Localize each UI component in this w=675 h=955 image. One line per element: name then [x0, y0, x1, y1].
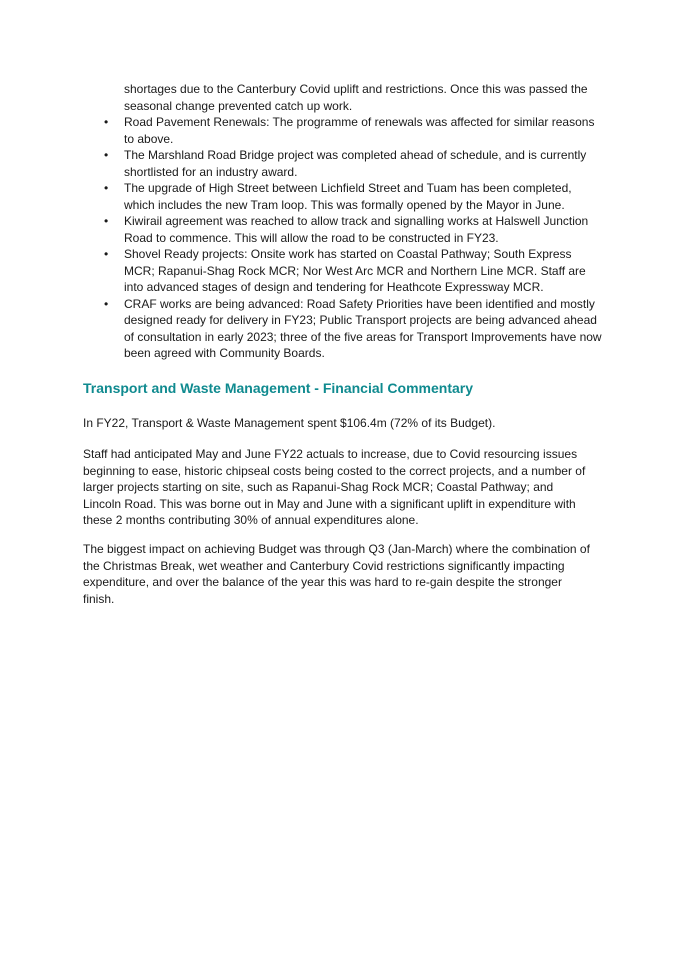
list-item [104, 246, 602, 296]
list-item-text: Kiwirail agreement was reached to allow track and signalling works at Halswell Junction Road to commence. This will allow the road to be constructed in FY23. [124, 214, 589, 245]
list-item-text: The upgrade of High Street between Lichfield Street and Tuam has been completed, which includes the new Tram loop. This was formally opened by the Mayor in June. [124, 181, 572, 212]
continuation-text: shortages due to the Canterbury Covid uplift and restrictions. Once this was passed the seasonal change prevented catch up work. [124, 82, 588, 113]
bullet-list [104, 114, 602, 362]
bullet-icon: • [104, 214, 109, 228]
list-item [104, 180, 602, 213]
list-item [104, 114, 602, 147]
list-item-text: The Marshland Road Bridge project was completed ahead of schedule, and is currently shortlisted for an industry award. [124, 148, 587, 179]
list-item [104, 296, 602, 362]
bullet-icon: • [104, 181, 109, 195]
paragraph: The biggest impact on achieving Budget was through Q3 (Jan-March) where the combination of the Christmas Break, wet weather and Canterbury Covid restrictions significantly impacting expenditure, and over the balance of the year this was hard to re-gain despite the stronger finish. [83, 542, 590, 606]
bullet-icon: • [104, 296, 109, 311]
bullet-icon: • [104, 115, 109, 129]
list-item [104, 213, 602, 246]
list-item-text: CRAF works are being advanced: Road Safety Priorities have been identified and mostly designed ready for delivery in FY23; Public Transport projects are being advanced ahead of consultation in early 2023; three of the five areas for Transport Improvements have now been agreed with Community Boards. [124, 296, 602, 360]
paragraph: In FY22, Transport & Waste Management spent $106.4m (72% of its Budget). [83, 416, 496, 430]
paragraph: Staff had anticipated May and June FY22 actuals to increase, due to Covid resourcing issues beginning to ease, historic chipseal costs being costed to the correct projects, and a number of larger projects starting on site, such as Rapanui-Shag Rock MCR; Coastal Pathway; and Lincoln Road. This was borne out in May and June with a significant uplift in expenditure with these 2 months contributing 30% of annual expenditures alone. [83, 447, 586, 527]
list-item [104, 147, 602, 180]
bullet-icon: • [104, 247, 109, 261]
bullet-icon: • [104, 148, 109, 162]
list-item-text: Road Pavement Renewals: The programme of renewals was affected for similar reasons to above. [124, 115, 595, 146]
list-item-text: Shovel Ready projects: Onsite work has started on Coastal Pathway; South Express MCR; Rapanui-Shag Rock MCR; Nor West Arc MCR and Northern Line MCR. Staff are into advanced stages of design and tendering for Heathcote Expressway MCR. [124, 247, 586, 294]
section-heading: Transport and Waste Management - Financial Commentary [83, 380, 474, 396]
